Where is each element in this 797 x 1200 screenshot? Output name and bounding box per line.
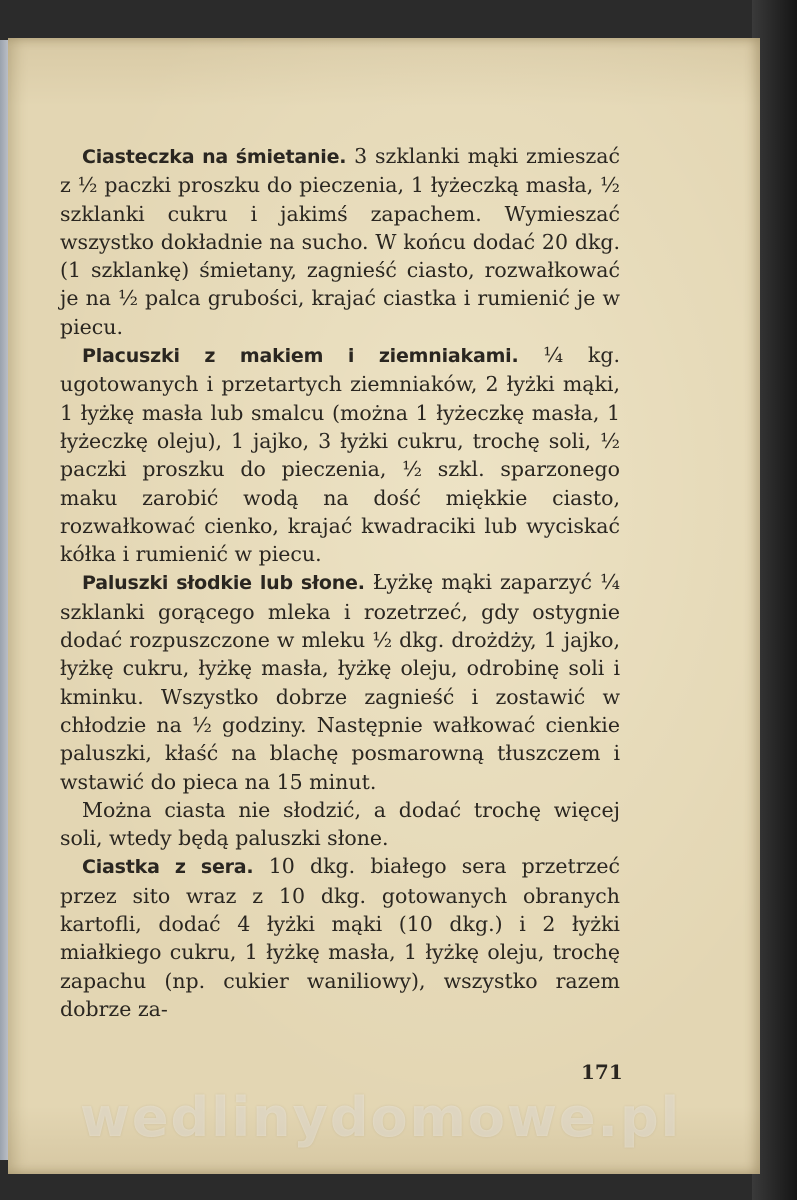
recipe-paluszki: [60, 568, 620, 795]
watermark: wedlinydomowe.pl: [80, 1086, 682, 1149]
recipe-note: Można ciasta nie słodzić, a dodać trochę więcej soli, wtedy będą paluszki słone.: [60, 797, 620, 851]
recipe-body: ¼ kg. ugotowanych i przetartych ziemniaków, 2 łyżki mąki, 1 łyżkę masła lub smalcu (można 1 łyżeczkę masła, 1 łyżeczkę oleju), 1 jajko, 3 łyżki cukru, trochę soli, ½ paczki proszku do pieczenia, ½ szkl. sparzonego maku zarobić wodą na dość miękkie ciasto, rozwałkować cienko, krajać kwadraciki lub wyciskać kółka i rumienić w piecu.: [60, 343, 620, 567]
recipe-ciastka-z-sera: [60, 852, 620, 1023]
recipe-title: Ciasteczka na śmietanie.: [82, 146, 347, 168]
recipe-placuszki-z-makiem: [60, 341, 620, 568]
recipe-ciasteczka-na-smietanie: [60, 142, 620, 341]
recipe-body: 10 dkg. białego sera przetrzeć przez sito wraz z 10 dkg. gotowanych obranych kartofli, dodać 4 łyżki mąki (10 dkg.) i 2 łyżki miałkiego cukru, 1 łyżkę masła, 1 łyżkę oleju, trochę zapachu (np. cukier waniliowy), wszystko razem dobrze za-: [60, 854, 620, 1021]
recipe-title: Placuszki z makiem i ziemniakami.: [82, 345, 519, 368]
recipe-title: Ciastka z sera.: [82, 856, 254, 879]
recipe-body: 3 szklanki mąki zmieszać z ½ paczki proszku do pieczenia, 1 łyżeczką masła, ½ szklanki cukru i jakimś zapachem. Wymieszać wszystko dokładnie na sucho. W końcu dodać 20 dkg. (1 szklankę) śmietany, zagnieść ciasto, rozwałkować je na ½ palca grubości, krajać ciastka i rumienić je w piecu.: [60, 144, 620, 339]
recipe-body: Łyżkę mąki zaparzyć ¼ szklanki gorącego mleka i rozetrzeć, gdy ostygnie dodać rozpuszczone w mleku ½ dkg. drożdży, 1 jajko, łyżkę cukru, łyżkę masła, łyżkę oleju, odrobinę soli i kminku. Wszystko dobrze zagnieść i zostawić w chłodzie na ½ godziny. Następnie wałkować cienkie paluszki, kłaść na blachę posmarowną tłuszczem i wstawić do pieca na 15 minut.: [60, 570, 620, 794]
book-page: [8, 38, 760, 1174]
page-number: 171: [581, 1060, 623, 1084]
page-text: [60, 142, 620, 1023]
recipe-title: Paluszki słodkie lub słone.: [82, 572, 365, 595]
